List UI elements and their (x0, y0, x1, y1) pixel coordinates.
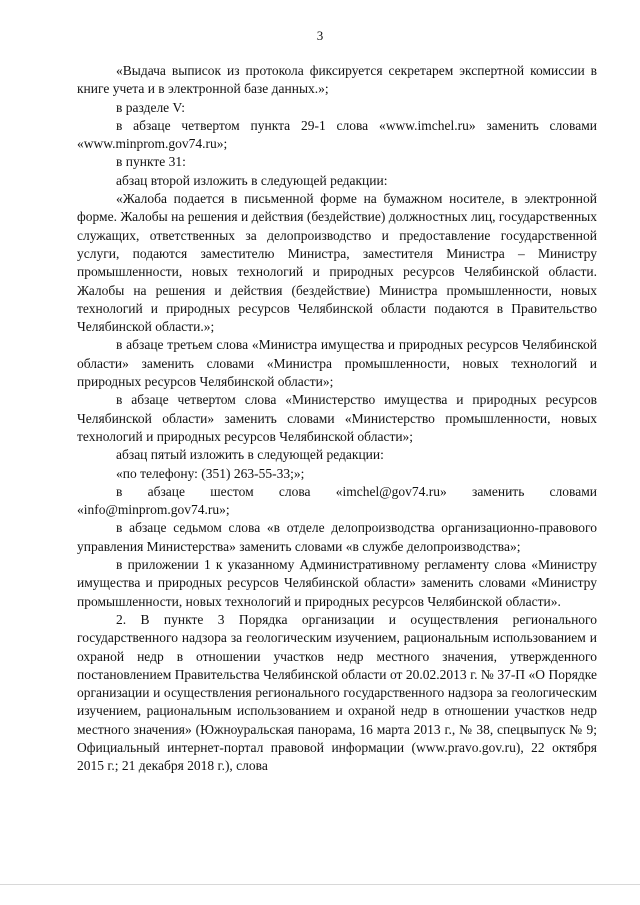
paragraph: абзац второй изложить в следующей редакции: (116, 172, 388, 188)
paragraph: «Выдача выписок из протокола фиксируется секретарем экспертной комиссии в книге учета и в электронной базе данных.»; (77, 63, 597, 97)
document-body (77, 62, 597, 776)
paragraph: в приложении 1 к указанному Административному регламенту слова «Министру имущества и природных ресурсов Челябинской области» заменить словами «Министру промышленности, новых технологий и природных ресурсов Челябинской области». (77, 557, 597, 609)
paragraph: 2. В пункте 3 Порядка организации и осуществления регионального государственного надзора за геологическим изучением, рациональным использованием и охраной недр в отношении участков недр местного значения, утвержденного постановлением Правительства Челябинской области от 20.02.2013 г. № 37-П «О Порядке организации и осуществления регионального государственного надзора за геологическим изучением, рациональным использованием и охраной недр в отношении участков недр местного значения» (Южноуральская панорама, 16 марта 2013 г., № 38, спецвыпуск № 9; Официальный интернет-портал правовой информации (www.pravo.gov.ru), 22 октября 2015 г.; 21 декабря 2018 г.), слова (77, 611, 597, 774)
paragraph: в абзаце четвертом слова «Министерство имущества и природных ресурсов Челябинской области» заменить словами «Министерство промышленности, новых технологий и природных ресурсов Челябинской области»; (77, 392, 597, 444)
paragraph: «Жалоба подается в письменной форме на бумажном носителе, в электронной форме. Жалобы на решения и действия (бездействие) должностных лиц, государственных служащих, ответственных за делопроизводство и предоставление государственной услуги, подаются заместителю Министра, заместителя Министра – Министру промышленности, новых технологий и природных ресурсов Челябинской области. Жалобы на решения и действия (бездействие) Министра промышленности, новых технологий и природных ресурсов Челябинской области подаются в Правительство Челябинской области.»; (77, 191, 597, 335)
page-number: 3 (316, 28, 324, 43)
paragraph: в абзаце шестом слова «imchel@gov74.ru» заменить словами «info@minprom.gov74.ru»; (77, 483, 597, 518)
page-bottom-divider (0, 884, 640, 885)
paragraph: «по телефону: (351) 263-55-33;»; (116, 465, 305, 481)
paragraph: в абзаце третьем слова «Министра имущества и природных ресурсов Челябинской области» заменить словами «Министра промышленности, новых технологий и природных ресурсов Челябинской области»; (77, 337, 597, 390)
paragraph: в абзаце четвертом пункта 29-1 слова «www.imchel.ru» заменить словами «www.minprom.gov74.ru»; (77, 117, 597, 152)
paragraph: абзац пятый изложить в следующей редакции: (116, 447, 384, 463)
paragraph: в пункте 31: (116, 154, 186, 170)
paragraph: в абзаце седьмом слова «в отделе делопроизводства организационно-правового управления Министерства» заменить словами «в службе делопроизводства»; (77, 520, 597, 554)
paragraph: в разделе V: (116, 99, 186, 115)
